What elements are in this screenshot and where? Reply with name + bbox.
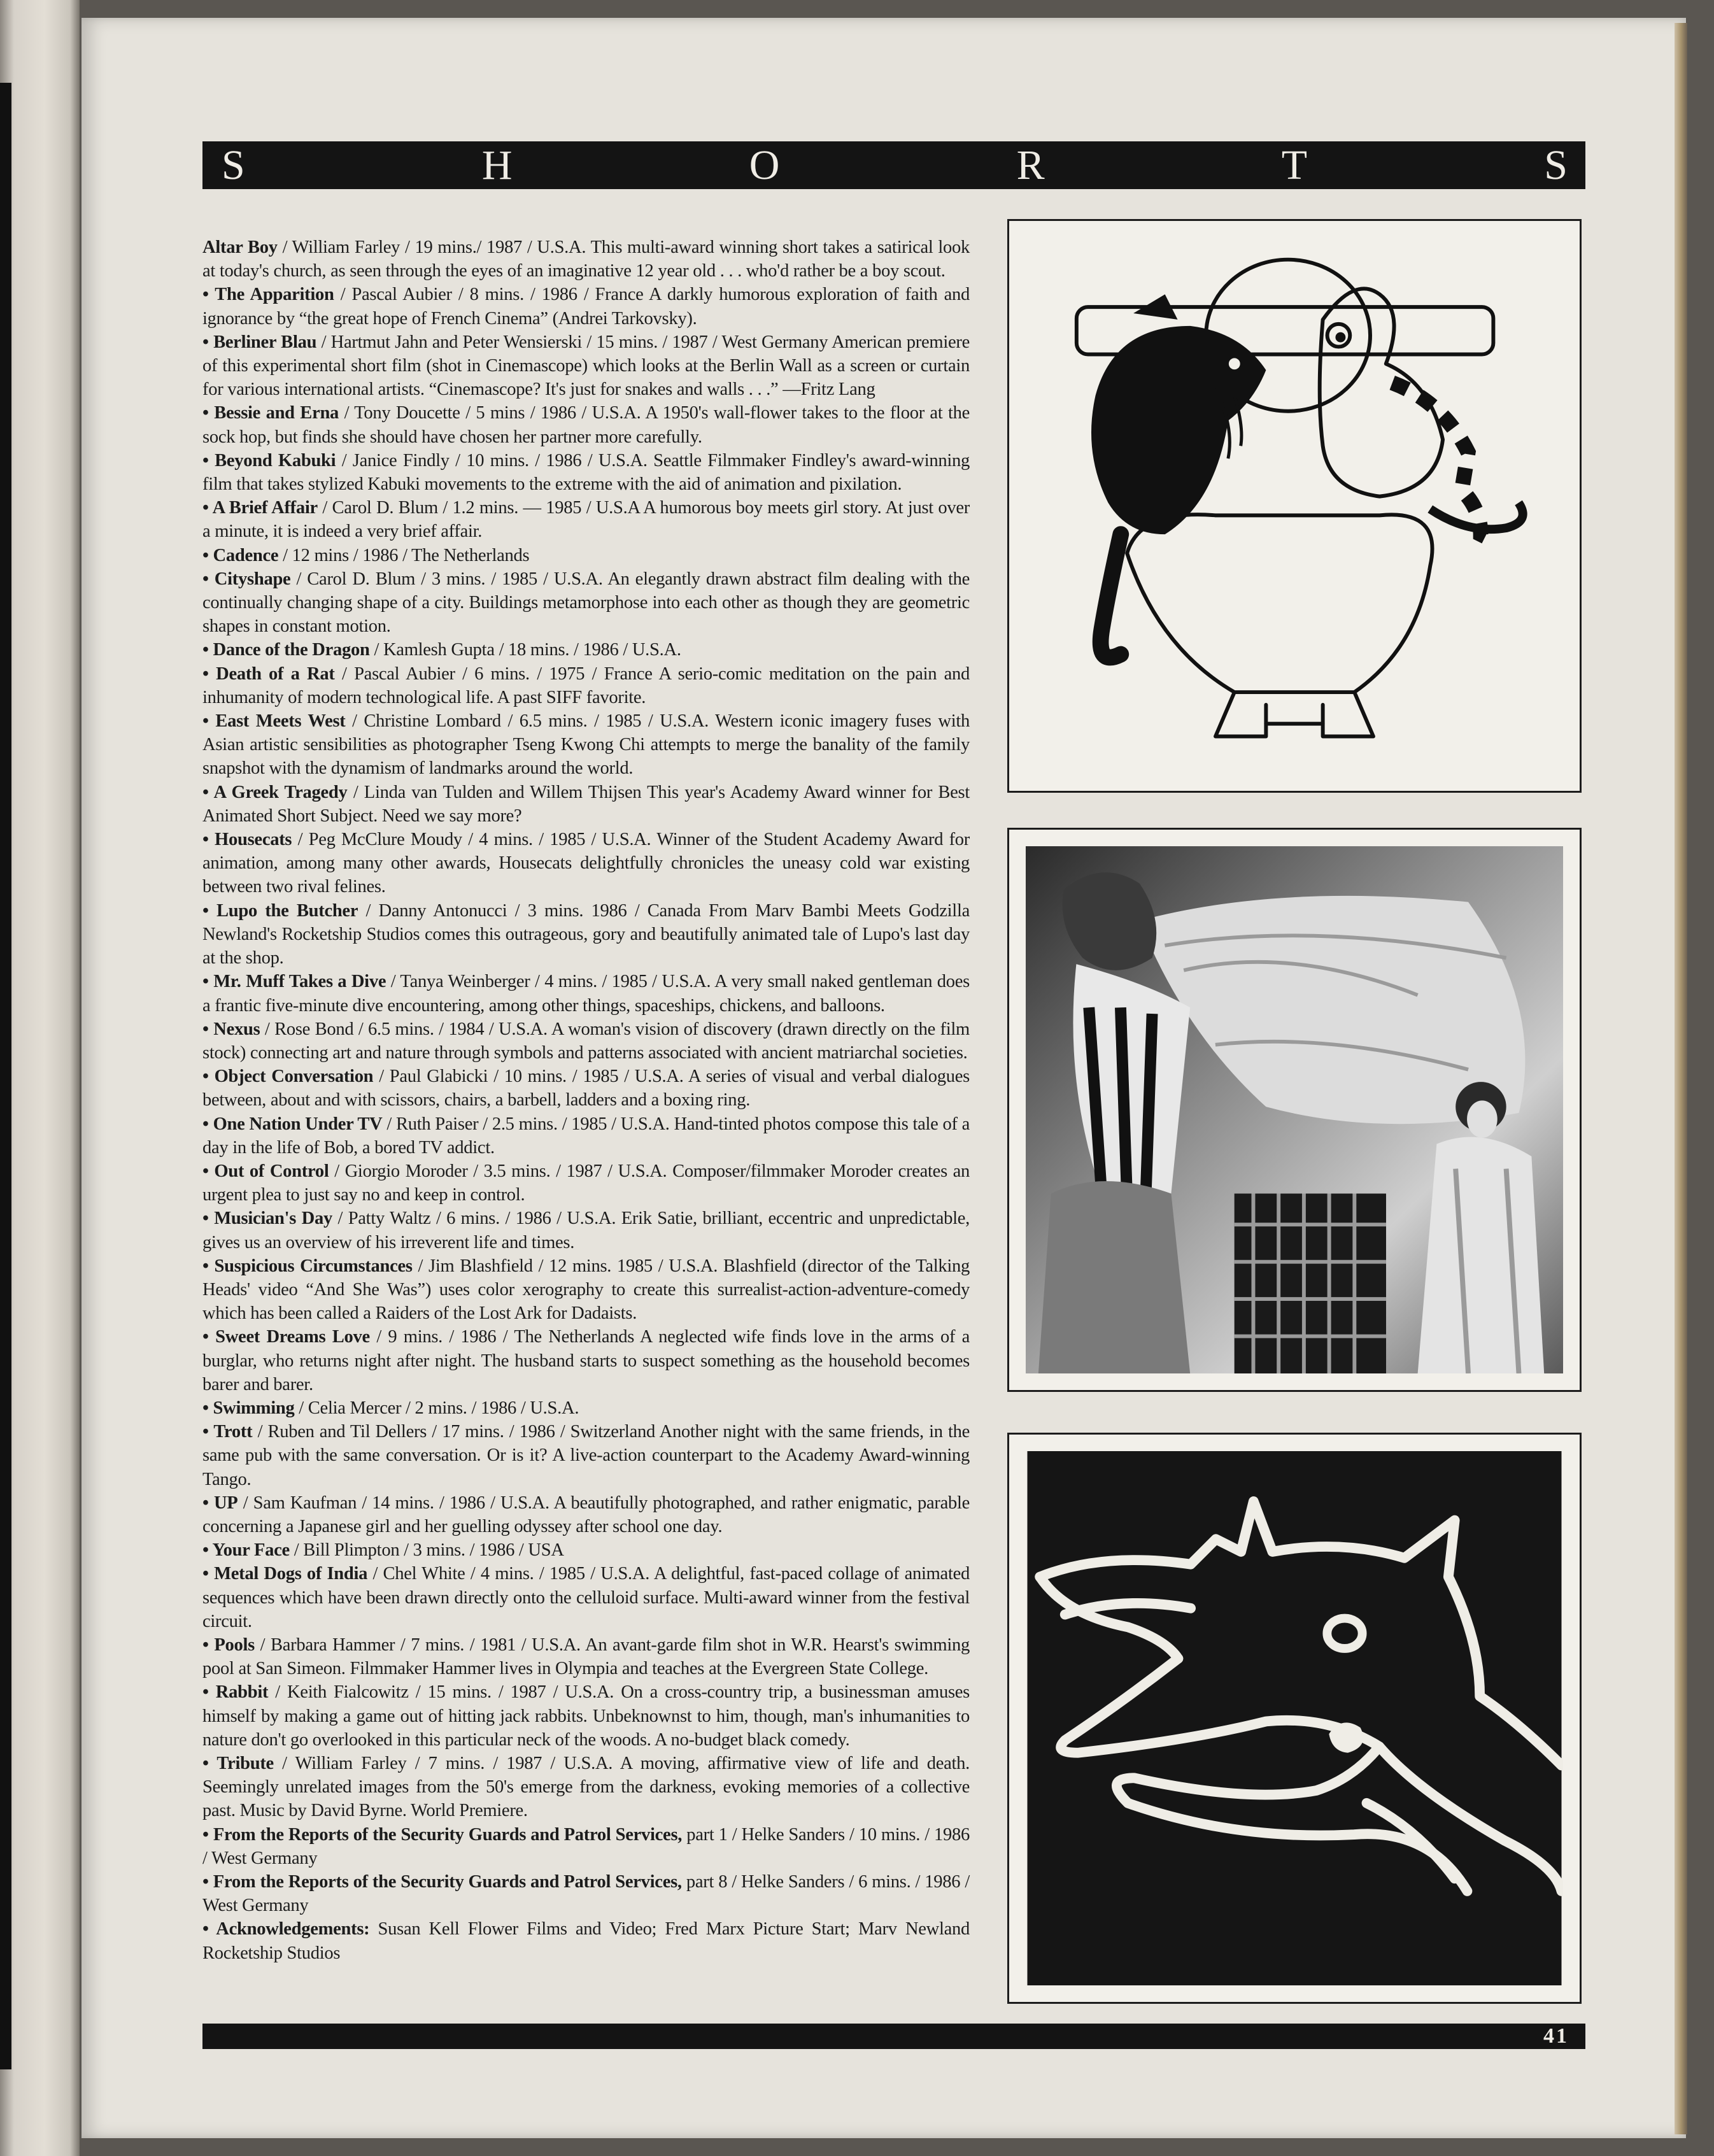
banner-letter: S — [1544, 141, 1568, 188]
film-entry — [202, 1538, 970, 1562]
film-info: / Hartmut Jahn and Peter Wensierski / 15 mins. / 1987 / West Germany American premiere of this experimental short film (shot in Cinemascope) which looks at the Berlin Wall as a screen or curtain for various international artists. “Cinemascope? It's just for snakes and walls . . .” —Fritz Lang — [202, 332, 970, 400]
film-title: • Suspicious Circumstances — [202, 1256, 413, 1276]
film-listings — [202, 236, 970, 1965]
film-entry — [202, 1018, 970, 1065]
film-info: / 9 mins. / 1986 / The Netherlands A neglected wife finds love in the arms of a burglar, who returns night after night. The husband starts to suspect something as the household becomes barer and barer. — [202, 1327, 970, 1394]
film-entry — [202, 1633, 970, 1680]
film-entry — [202, 283, 970, 330]
film-title: • From the Reports of the Security Guards and Patrol Services, — [202, 1872, 682, 1892]
film-entry — [202, 781, 970, 828]
film-entry — [202, 970, 970, 1017]
film-info: / Pascal Aubier / 6 mins. / 1975 / France A serio-comic meditation on the pain and inhumanity of modern technological life. A past SIFF favorite. — [202, 663, 970, 707]
facing-page-edge — [0, 0, 80, 2156]
film-title: • Pools — [202, 1635, 255, 1655]
film-entry — [202, 1680, 970, 1752]
section-banner — [202, 141, 1585, 189]
film-entry — [202, 449, 970, 496]
film-entry — [202, 1396, 970, 1420]
kabuki-photograph — [1007, 828, 1582, 1392]
film-entry — [202, 567, 970, 639]
film-title: • Metal Dogs of India — [202, 1564, 368, 1584]
film-title: • Mr. Muff Takes a Dive — [202, 972, 386, 992]
film-title: • Acknowledgements: — [202, 1919, 370, 1940]
film-entry — [202, 709, 970, 781]
line-drawing-image — [1026, 1451, 1563, 1985]
film-info: / Tony Doucette / 5 mins / 1986 / U.S.A. A 1950's wall-flower takes to the floor at the sock hop, but finds she should have chosen her partner more carefully. — [202, 403, 970, 447]
film-entry — [202, 401, 970, 448]
film-title: • One Nation Under TV — [202, 1114, 383, 1134]
cats-toilet-drawing — [1026, 238, 1563, 774]
film-entry — [202, 1420, 970, 1491]
footer-bar — [202, 2024, 1585, 2049]
film-info: / Carol D. Blum / 3 mins. / 1985 / U.S.A. An elegantly drawn abstract film dealing with the continually changing shape of a city. Buildings metamorphose into each other as though they are geometric shapes in constant motion. — [202, 569, 970, 637]
film-title: • UP — [202, 1493, 238, 1513]
film-title: • Dance of the Dragon — [202, 640, 370, 660]
film-entry — [202, 1752, 970, 1823]
film-info: / Carol D. Blum / 1.2 mins. — 1985 / U.S.A A humorous boy meets girl story. At just over a minute, it is indeed a very brief affair. — [202, 498, 970, 542]
film-title: • Out of Control — [202, 1161, 329, 1181]
film-entry — [202, 1065, 970, 1112]
film-entry — [202, 1160, 970, 1207]
film-info: / Chel White / 4 mins. / 1985 / U.S.A. A delightful, fast-paced collage of animated sequences which have been drawn directly onto the celluloid surface. Multi-award winner from the festival circuit. — [202, 1564, 970, 1631]
film-entry — [202, 236, 970, 283]
film-info: / Barbara Hammer / 7 mins. / 1981 / U.S.A. An avant-garde film shot in W.R. Hearst's swimming pool at San Simeon. Filmmaker Hammer lives in Olympia and teaches at the Evergreen State College. — [202, 1635, 970, 1679]
facing-page-black-strip — [0, 83, 11, 2069]
film-title: • Your Face — [202, 1540, 290, 1561]
film-entry — [202, 330, 970, 402]
film-info: / Tanya Weinberger / 4 mins. / 1985 / U.S.A. A very small naked gentleman does a frantic five-minute dive encountering, among other things, spaceships, chickens, and balloons. — [202, 972, 970, 1016]
film-info: / Sam Kaufman / 14 mins. / 1986 / U.S.A. A beautifully photographed, and rather enigmatic, parable concerning a Japanese girl and her guelling odyssey after school one day. — [202, 1493, 970, 1536]
film-entry — [202, 1112, 970, 1160]
page-number: 41 — [1543, 2024, 1569, 2048]
film-title: • Object Conversation — [202, 1067, 374, 1087]
photograph-image — [1026, 846, 1563, 1373]
film-info: / Ruth Paiser / 2.5 mins. / 1985 / U.S.A. Hand-tinted photos compose this tale of a day in the life of Bob, a bored TV addict. — [202, 1114, 970, 1158]
film-info: part 1 / Helke Sanders / 10 mins. / 1986 / West Germany — [202, 1824, 970, 1868]
film-title: • East Meets West — [202, 711, 346, 732]
film-entry — [202, 638, 970, 662]
film-info: / Giorgio Moroder / 3.5 mins. / 1987 / U.S.A. Composer/filmmaker Moroder creates an urgent plea to just say no and keep in control. — [202, 1161, 970, 1205]
film-title: • Beyond Kabuki — [202, 450, 336, 471]
film-info: / Ruben and Til Dellers / 17 mins. / 1986 / Switzerland Another night with the same friends, in the same pub with the same conversation. Or is it? A live-action counterpart to the Academy Award-winning Tango. — [202, 1422, 970, 1489]
film-title: • Nexus — [202, 1019, 260, 1039]
animal-line-drawing — [1007, 1433, 1582, 2004]
film-title: • Rabbit — [202, 1682, 269, 1703]
film-info: / Paul Glabicki / 10 mins. / 1985 / U.S.A. A series of visual and verbal dialogues between, about and with scissors, chairs, a barbell, ladders and a boxing ring. — [202, 1067, 970, 1110]
film-entry — [202, 1325, 970, 1396]
film-info: / Celia Mercer / 2 mins. / 1986 / U.S.A. — [294, 1398, 579, 1418]
film-info: / Jim Blashfield / 12 mins. 1985 / U.S.A. Blashfield (director of the Talking Heads' video “And She Was”) uses color xerography to create this surrealist-action-adventure-comedy which has been called a Raiders of the Lost Ark for Dadaists. — [202, 1256, 970, 1324]
banner-letter: S — [222, 141, 245, 188]
film-info: / William Farley / 7 mins. / 1987 / U.S.A. A moving, affirmative view of life and death. Seemingly unrelated images from the 50's emerge from the darkness, evoking memories of a collective past. Music by David Byrne. World Premiere. — [202, 1754, 970, 1821]
banner-letter: T — [1281, 141, 1308, 188]
film-title: • Cityshape — [202, 569, 291, 589]
film-title: • Trott — [202, 1422, 253, 1442]
film-entry — [202, 1562, 970, 1633]
cartoon-cats-illustration — [1007, 219, 1582, 793]
film-entry — [202, 899, 970, 970]
kabuki-photo-art — [1026, 846, 1563, 1373]
film-info: / Danny Antonucci / 3 mins. 1986 / Canada From Marv Bambi Meets Godzilla Newland's Rocketship Studios comes this outrageous, gory and beautifully animated tale of Lupo's last day at the shop. — [202, 900, 970, 968]
film-title: • Musician's Day — [202, 1209, 332, 1229]
film-info: / Christine Lombard / 6.5 mins. / 1985 / U.S.A. Western iconic imagery fuses with Asian artistic sensibilities as photographer Tseng Kwong Chi attempts to merge the banality of the family snapshot with the dynamism of landmarks around the world. — [202, 711, 970, 779]
film-title: • Berliner Blau — [202, 332, 317, 352]
film-title: • Sweet Dreams Love — [202, 1327, 370, 1347]
acknowledgements — [202, 1917, 970, 1964]
banner-letter: R — [1016, 141, 1045, 188]
film-info: / Linda van Tulden and Willem Thijsen This year's Academy Award winner for Best Animated Short Subject. Need we say more? — [202, 782, 970, 826]
film-entry — [202, 496, 970, 543]
creature-outline-art — [1026, 1451, 1563, 1985]
film-title: • Bessie and Erna — [202, 403, 339, 423]
film-info: Susan Kell Flower Films and Video; Fred Marx Picture Start; Marv Newland Rocketship Studios — [202, 1919, 970, 1963]
film-info: / Patty Waltz / 6 mins. / 1986 / U.S.A. Erik Satie, brilliant, eccentric and unpredictable, gives us an overview of his irreverent life and times. — [202, 1209, 970, 1252]
film-info: / Bill Plimpton / 3 mins. / 1986 / USA — [289, 1540, 564, 1561]
page-stack-edge — [1675, 23, 1687, 2134]
film-title: • Housecats — [202, 830, 292, 850]
film-info: / Rose Bond / 6.5 mins. / 1984 / U.S.A. A woman's vision of discovery (drawn directly on the film stock) connecting art and nature through symbols and patterns associated with ancient matriarchal societies. — [202, 1019, 970, 1063]
film-entry — [202, 1254, 970, 1326]
film-title: • Lupo the Butcher — [202, 900, 358, 921]
film-title: • From the Reports of the Security Guards and Patrol Services, — [202, 1824, 683, 1845]
film-entry — [202, 1491, 970, 1538]
film-title: Altar Boy — [202, 238, 278, 257]
film-info: / Peg McClure Moudy / 4 mins. / 1985 / U.S.A. Winner of the Student Academy Award for animation, among many other awards, Housecats delightfully chronicles the uneasy cold war existing between two rival felines. — [202, 830, 970, 897]
film-title: • A Greek Tragedy — [202, 782, 348, 802]
film-title: • Death of a Rat — [202, 663, 335, 684]
film-info: / Keith Fialcowitz / 15 mins. / 1987 / U.S.A. On a cross-country trip, a businessman amuses himself by making a game out of hitting jack rabbits. Unbeknownst to him, though, man's inhumanities to nature don't go overlooked in this particular neck of the woods. A no-budget black comedy. — [202, 1682, 970, 1750]
cartoon-drawing — [1026, 238, 1563, 774]
film-title: • A Brief Affair — [202, 498, 318, 518]
film-info: / Kamlesh Gupta / 18 mins. / 1986 / U.S.A. — [369, 640, 681, 660]
film-entry — [202, 1823, 970, 1870]
film-entry — [202, 1207, 970, 1254]
film-title: • Cadence — [202, 545, 279, 565]
film-info: / Janice Findly / 10 mins. / 1986 / U.S.A. Seattle Filmmaker Findley's award-winning film that takes stylized Kabuki movements to the extreme with the aid of animation and pixilation. — [202, 450, 970, 495]
film-title: • The Apparition — [202, 285, 334, 305]
film-entry — [202, 828, 970, 899]
film-info: / 12 mins / 1986 / The Netherlands — [278, 545, 530, 565]
film-entry — [202, 1870, 970, 1917]
film-title: • Swimming — [202, 1398, 295, 1418]
film-entry — [202, 662, 970, 709]
film-title: • Tribute — [202, 1754, 274, 1773]
banner-letter: H — [481, 141, 513, 188]
film-info: / William Farley / 19 mins./ 1987 / U.S.A. This multi-award winning short takes a satirical look at today's church, as seen through the eyes of an imaginative 12 year old . . . who'd rather be a boy scout. — [202, 238, 970, 281]
film-info: / Pascal Aubier / 8 mins. / 1986 / France A darkly humorous exploration of faith and ignorance by “the great hope of French Cinema” (Andrei Tarkovsky). — [202, 285, 970, 329]
film-info: part 8 / Helke Sanders / 6 mins. / 1986 / West Germany — [202, 1872, 970, 1916]
film-entry — [202, 544, 970, 567]
banner-letter: O — [749, 141, 780, 188]
